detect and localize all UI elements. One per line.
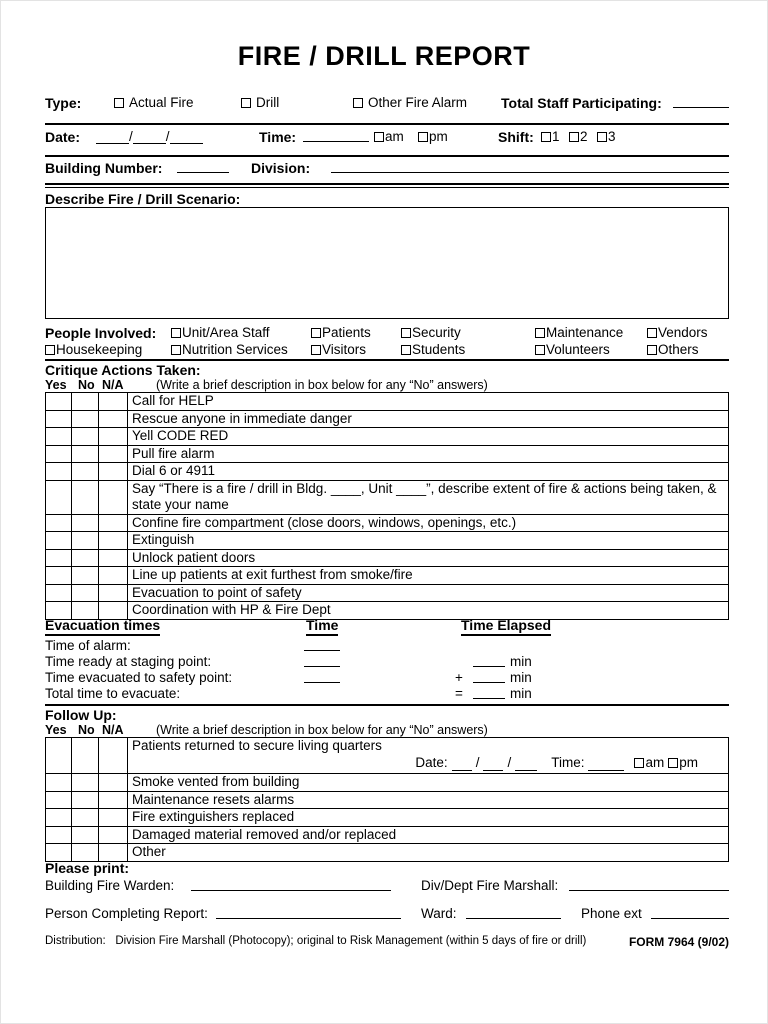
other-fire-alarm-label: Other Fire Alarm (368, 95, 468, 110)
others-label: Others (658, 342, 699, 357)
vendors-checkbox[interactable] (647, 328, 657, 338)
time-elapsed-column-header: Time Elapsed (461, 617, 551, 636)
pm-option (418, 129, 448, 144)
yes-cell[interactable] (46, 827, 72, 844)
action-item-label: Call for HELP (132, 393, 214, 408)
na-cell[interactable] (99, 567, 128, 584)
no-cell[interactable] (72, 774, 99, 791)
na-cell[interactable] (99, 463, 128, 480)
critique-header: Critique Actions Taken: (45, 362, 201, 378)
yes-cell[interactable] (46, 774, 72, 791)
shift-2-checkbox[interactable] (569, 132, 579, 142)
students-label: Students (412, 342, 466, 357)
no-cell[interactable] (72, 463, 99, 480)
critique-yes-header: Yes (45, 378, 67, 392)
people-involved-row-1 (1, 325, 768, 341)
no-cell[interactable] (72, 550, 99, 567)
na-cell[interactable] (99, 481, 128, 514)
total-staff-label: Total Staff Participating: (501, 95, 662, 111)
yes-cell[interactable] (46, 428, 72, 445)
critique-note: (Write a brief description in box below for any “No” answers) (156, 378, 488, 392)
follow-up-header: Follow Up: (45, 707, 117, 723)
action-item-label: Line up patients at exit furthest from smoke/fire (132, 567, 413, 582)
evacuation-row-staging (1, 654, 768, 670)
time-column-header: Time (306, 617, 338, 636)
actual-fire-label: Actual Fire (129, 95, 194, 110)
people-maintenance (535, 325, 623, 340)
action-item-label: Say “There is a fire / drill in Bldg. ____, Unit ____”, describe extent of fire & actions being taken, & state your name (132, 480, 717, 512)
yes-cell[interactable] (46, 567, 72, 584)
time-blank[interactable] (303, 129, 369, 142)
na-cell[interactable] (99, 411, 128, 428)
volunteers-label: Volunteers (546, 342, 610, 357)
ward-blank[interactable] (466, 906, 561, 919)
type-option-other-fire-alarm (353, 95, 467, 110)
follow-up-columns-row (1, 723, 768, 737)
building-fire-warden-blank[interactable] (191, 878, 391, 891)
people-unit-area-staff (171, 325, 270, 340)
drill-label: Drill (256, 95, 280, 110)
sub-am-checkbox[interactable] (634, 758, 644, 768)
unit-area-staff-checkbox[interactable] (171, 328, 181, 338)
no-cell[interactable] (72, 446, 99, 463)
na-cell[interactable] (99, 792, 128, 809)
date-label: Date: (45, 129, 81, 145)
people-patients (311, 325, 371, 340)
person-completing-report-label: Person Completing Report: (45, 906, 208, 921)
na-cell[interactable] (99, 428, 128, 445)
na-cell[interactable] (99, 774, 128, 791)
table-row (46, 809, 728, 827)
date-day-blank[interactable] (133, 131, 166, 144)
slash: / (475, 754, 480, 770)
table-row (46, 481, 728, 515)
ward-label: Ward: (421, 906, 457, 921)
divider-above-follow-up (45, 704, 729, 706)
am-label: am (385, 129, 404, 144)
people-nutrition-services (171, 342, 288, 357)
table-row (46, 411, 728, 429)
shift-1-option (541, 129, 560, 144)
yes-cell[interactable] (46, 463, 72, 480)
table-row (46, 532, 728, 550)
others-checkbox[interactable] (647, 345, 657, 355)
table-row (46, 567, 728, 585)
sub-date-month-blank[interactable] (452, 758, 472, 771)
type-option-drill (241, 95, 279, 110)
action-item-label: Confine fire compartment (close doors, windows, openings, etc.) (132, 514, 517, 530)
evacuation-times-header: Evacuation times (45, 617, 160, 636)
table-row (46, 428, 728, 446)
building-fire-warden-label: Building Fire Warden: (45, 878, 175, 893)
follow-up-note: (Write a brief description in box below for any “No” answers) (156, 723, 488, 737)
sub-date-year-blank[interactable] (515, 758, 537, 771)
sub-date-day-blank[interactable] (483, 758, 503, 771)
shift-1-checkbox[interactable] (541, 132, 551, 142)
no-cell[interactable] (72, 792, 99, 809)
division-label: Division: (251, 160, 311, 176)
no-cell[interactable] (72, 827, 99, 844)
yes-cell[interactable] (46, 585, 72, 602)
table-row (46, 792, 728, 810)
scenario-label: Describe Fire / Drill Scenario: (45, 191, 241, 207)
evacuation-header-row (1, 617, 768, 634)
no-cell[interactable] (72, 585, 99, 602)
maintenance-label: Maintenance (546, 325, 624, 340)
date-month-blank[interactable] (96, 131, 129, 144)
shift-label: Shift: (498, 129, 534, 145)
evacuation-row-safety (1, 670, 768, 686)
no-cell[interactable] (72, 428, 99, 445)
drill-checkbox[interactable] (241, 98, 251, 108)
time-evacuated-blank[interactable] (304, 670, 340, 683)
follow-up-item-patients (128, 738, 728, 773)
shift-2-label: 2 (580, 129, 588, 144)
na-cell[interactable] (99, 393, 128, 410)
table-row (46, 844, 728, 861)
div-dept-fire-marshall-blank[interactable] (569, 878, 729, 891)
volunteers-checkbox[interactable] (535, 345, 545, 355)
distribution-text: Division Fire Marshall (Photocopy); original to Risk Management (within 5 days of fire or drill) (115, 935, 587, 947)
table-row (46, 738, 728, 774)
visitors-checkbox[interactable] (311, 345, 321, 355)
evacuation-row-total (1, 686, 768, 702)
follow-up-date-time-line (132, 755, 724, 772)
people-volunteers (535, 342, 610, 357)
elapsed-ready-blank[interactable] (473, 654, 505, 667)
pm-label: pm (429, 129, 448, 144)
action-item-label: Dial 6 or 4911 (132, 463, 216, 478)
visitors-label: Visitors (322, 342, 367, 357)
table-row (46, 515, 728, 533)
divider-above-critique (45, 359, 729, 361)
time-label: Time: (259, 129, 297, 145)
division-blank[interactable] (331, 160, 729, 173)
no-cell[interactable] (72, 515, 99, 532)
phone-ext-label: Phone ext (581, 906, 642, 921)
time-of-alarm-blank[interactable] (304, 638, 340, 651)
follow-up-item-label: Damaged material removed and/or replaced (132, 826, 397, 842)
table-row (46, 585, 728, 603)
follow-up-no-header: No (78, 723, 95, 737)
am-option (374, 129, 404, 144)
housekeeping-label: Housekeeping (56, 342, 143, 357)
time-ready-blank[interactable] (304, 654, 340, 667)
yes-cell[interactable] (46, 481, 72, 514)
yes-cell[interactable] (46, 532, 72, 549)
type-option-actual-fire (114, 95, 194, 110)
sub-am-label: am (645, 754, 665, 770)
total-staff-blank[interactable] (673, 95, 729, 108)
shift-1-label: 1 (552, 129, 560, 144)
please-print-header: Please print: (45, 860, 130, 876)
sub-pm-option (668, 755, 698, 772)
follow-up-table (45, 737, 729, 862)
divider-under-type (45, 123, 729, 125)
people-housekeeping (45, 342, 142, 357)
date-row (1, 129, 768, 153)
phone-ext-blank[interactable] (651, 906, 729, 919)
security-checkbox[interactable] (401, 328, 411, 338)
security-label: Security (412, 325, 461, 340)
table-row (46, 446, 728, 464)
divider-under-date (45, 155, 729, 157)
am-checkbox[interactable] (374, 132, 384, 142)
building-number-label: Building Number: (45, 160, 163, 176)
follow-up-yes-header: Yes (45, 723, 67, 737)
action-item-label: Yell CODE RED (132, 428, 229, 443)
action-item-label: Pull fire alarm (132, 445, 215, 461)
form-number: FORM 7964 (9/02) (628, 935, 729, 949)
type-row (1, 95, 768, 119)
action-item-label: Unlock patient doors (132, 549, 256, 565)
building-number-blank[interactable] (177, 160, 229, 173)
people-involved-label: People Involved: (45, 325, 157, 341)
elapsed-evacuated-blank[interactable] (473, 670, 505, 683)
date-blanks: / / (96, 129, 203, 144)
na-cell[interactable] (99, 446, 128, 463)
distribution-label: Distribution: (45, 935, 106, 947)
table-row (46, 463, 728, 481)
slash: / (507, 754, 512, 770)
no-cell[interactable] (72, 411, 99, 428)
pm-checkbox[interactable] (418, 132, 428, 142)
no-cell[interactable] (72, 809, 99, 826)
other-fire-alarm-checkbox[interactable] (353, 98, 363, 108)
na-cell[interactable] (99, 585, 128, 602)
shift-3-option (597, 129, 616, 144)
patients-label: Patients (322, 325, 371, 340)
people-involved-row-2 (1, 342, 768, 358)
equals-operator: = (455, 686, 463, 701)
people-security (401, 325, 461, 340)
nutrition-services-checkbox[interactable] (171, 345, 181, 355)
na-cell[interactable] (99, 844, 128, 861)
min-label: min (510, 670, 532, 685)
distribution-line (45, 935, 586, 947)
building-row (1, 160, 768, 182)
follow-up-item-label: Maintenance resets alarms (132, 791, 295, 807)
people-students (401, 342, 465, 357)
shift-3-label: 3 (608, 129, 616, 144)
shift-3-checkbox[interactable] (597, 132, 607, 142)
shift-2-option (569, 129, 588, 144)
students-checkbox[interactable] (401, 345, 411, 355)
page-title: FIRE / DRILL REPORT (237, 41, 531, 71)
no-cell[interactable] (72, 738, 99, 773)
na-cell[interactable] (99, 532, 128, 549)
follow-up-item-label: Other (132, 844, 166, 859)
sub-date-label: Date: (415, 754, 448, 770)
no-cell[interactable] (72, 393, 99, 410)
sub-pm-label: pm (679, 754, 698, 770)
housekeeping-checkbox[interactable] (45, 345, 55, 355)
table-row (46, 774, 728, 792)
follow-up-item-label: Smoke vented from building (132, 774, 300, 789)
yes-cell[interactable] (46, 809, 72, 826)
yes-cell[interactable] (46, 393, 72, 410)
critique-columns-row (1, 378, 768, 392)
yes-cell[interactable] (46, 411, 72, 428)
people-visitors (311, 342, 366, 357)
evac-row-label: Total time to evacuate: (45, 686, 181, 701)
yes-cell[interactable] (46, 738, 72, 773)
sub-am-option (634, 755, 664, 772)
unit-area-staff-label: Unit/Area Staff (182, 325, 270, 340)
action-item-label: Rescue anyone in immediate danger (132, 410, 352, 426)
elapsed-total-blank[interactable] (473, 686, 505, 699)
warden-row (1, 878, 768, 898)
scenario-textbox[interactable] (45, 207, 729, 319)
yes-cell[interactable] (46, 515, 72, 532)
person-row (1, 906, 768, 926)
evac-row-label: Time ready at staging point: (45, 654, 212, 669)
follow-up-na-header: N/A (102, 723, 124, 737)
na-cell[interactable] (99, 738, 128, 773)
action-item-label: Extinguish (132, 532, 195, 547)
table-row (46, 827, 728, 845)
no-cell[interactable] (72, 844, 99, 861)
sub-time-label: Time: (551, 754, 585, 770)
follow-up-item-label: Fire extinguishers replaced (132, 809, 295, 824)
no-cell[interactable] (72, 481, 99, 514)
min-label: min (510, 654, 532, 669)
evac-row-label: Time evacuated to safety point: (45, 670, 233, 685)
div-dept-fire-marshall-label: Div/Dept Fire Marshall: (421, 878, 559, 893)
patients-checkbox[interactable] (311, 328, 321, 338)
actual-fire-checkbox[interactable] (114, 98, 124, 108)
table-row (46, 550, 728, 568)
critique-table (45, 392, 729, 620)
divider-under-building-2 (45, 187, 729, 189)
na-cell[interactable] (99, 550, 128, 567)
min-label: min (510, 686, 532, 701)
vendors-label: Vendors (658, 325, 708, 340)
type-label: Type: (45, 95, 82, 111)
sub-time-blank[interactable] (588, 758, 624, 771)
evacuation-row-alarm (1, 638, 768, 654)
action-item-label: Evacuation to point of safety (132, 584, 302, 600)
footer-row (1, 935, 768, 951)
action-item-label: Coordination with HP & Fire Dept (132, 602, 331, 617)
no-cell[interactable] (72, 532, 99, 549)
maintenance-checkbox[interactable] (535, 328, 545, 338)
na-cell[interactable] (99, 827, 128, 844)
person-completing-report-blank[interactable] (216, 906, 401, 919)
sub-pm-checkbox[interactable] (668, 758, 678, 768)
na-cell[interactable] (99, 809, 128, 826)
table-row (46, 393, 728, 411)
no-cell[interactable] (72, 567, 99, 584)
plus-operator: + (455, 670, 463, 685)
critique-na-header: N/A (102, 378, 124, 392)
na-cell[interactable] (99, 515, 128, 532)
yes-cell[interactable] (46, 844, 72, 861)
divider-under-building-1 (45, 183, 729, 185)
yes-cell[interactable] (46, 446, 72, 463)
yes-cell[interactable] (46, 792, 72, 809)
nutrition-services-label: Nutrition Services (182, 342, 288, 357)
date-year-blank[interactable] (170, 131, 203, 144)
evac-row-label: Time of alarm: (45, 638, 131, 653)
yes-cell[interactable] (46, 550, 72, 567)
people-vendors (647, 325, 708, 340)
follow-up-item-label: Patients returned to secure living quarters (132, 738, 382, 753)
critique-no-header: No (78, 378, 95, 392)
people-others (647, 342, 699, 357)
